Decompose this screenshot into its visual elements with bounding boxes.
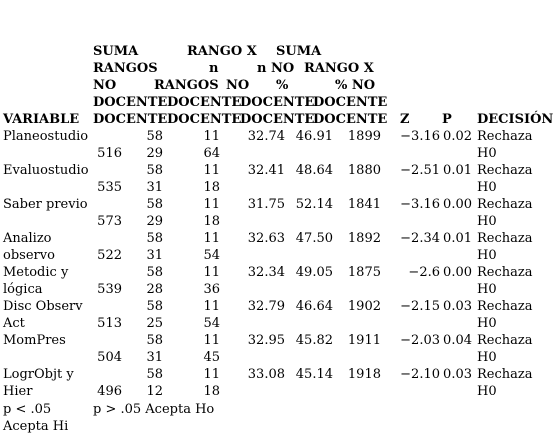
cell-z: −2.34	[400, 231, 440, 246]
cell-e: 1875	[347, 265, 381, 280]
header-variable: VARIABLE	[3, 112, 80, 127]
cell-b: 11	[203, 129, 220, 144]
header-docente: DOCENTE	[167, 112, 242, 127]
cell-e: 1841	[347, 197, 381, 212]
header-n: n	[209, 61, 219, 76]
cell-d: 49.05	[295, 265, 333, 280]
cell-d: 46.91	[295, 129, 333, 144]
header-decision: DECISIÓN	[477, 112, 554, 127]
header-rangos: RANGOS	[93, 61, 158, 76]
cell-s: 504	[97, 350, 122, 365]
cell-dec2: H0	[477, 214, 497, 229]
cell-c: 31.75	[247, 197, 285, 212]
cell-t: 31	[146, 180, 163, 195]
cell-dec1: Rechaza	[477, 163, 533, 178]
cell-t: 31	[146, 350, 163, 365]
cell-dec1: Rechaza	[477, 333, 533, 348]
cell-dec2: H0	[477, 316, 497, 331]
cell-b: 11	[203, 299, 220, 314]
cell-dec1: Rechaza	[477, 129, 533, 144]
cell-var1: Planeostudio	[3, 129, 89, 144]
cell-e: 1880	[347, 163, 381, 178]
cell-d: 48.64	[295, 163, 333, 178]
header-suma: SUMA	[93, 44, 139, 59]
cell-d: 46.64	[295, 299, 333, 314]
cell-c: 33.08	[247, 367, 285, 382]
cell-u: 18	[203, 180, 220, 195]
cell-z: −2.10	[400, 367, 440, 382]
cell-e: 1902	[347, 299, 381, 314]
cell-a: 58	[146, 265, 163, 280]
cell-dec1: Rechaza	[477, 197, 533, 212]
cell-p: 0.01	[443, 231, 472, 246]
cell-u: 54	[203, 248, 220, 263]
cell-dec1: Rechaza	[477, 299, 533, 314]
cell-dec2: H0	[477, 384, 497, 399]
cell-var2: Hier	[3, 384, 33, 399]
header-docente: DOCENTE	[240, 112, 315, 127]
cell-var1: MomPres	[3, 333, 66, 348]
cell-p: 0.03	[443, 367, 472, 382]
cell-a: 58	[146, 333, 163, 348]
cell-d: 45.14	[295, 367, 333, 382]
cell-c: 32.74	[247, 129, 285, 144]
header-no-2: NO	[226, 78, 250, 93]
cell-a: 58	[146, 163, 163, 178]
cell-var2: Act	[3, 316, 25, 331]
cell-u: 36	[203, 282, 220, 297]
cell-dec2: H0	[477, 282, 497, 297]
footer-p-greater: p > .05 Acepta Ho	[93, 402, 215, 417]
footer-acepta-hi: Acepta Hi	[3, 419, 69, 434]
cell-t: 29	[146, 214, 163, 229]
cell-dec2: H0	[477, 350, 497, 365]
cell-d: 47.50	[295, 231, 333, 246]
cell-var1: Analizo	[3, 231, 52, 246]
cell-dec2: H0	[477, 180, 497, 195]
cell-s: 522	[97, 248, 122, 263]
cell-s: 535	[97, 180, 122, 195]
cell-p: 0.03	[443, 299, 472, 314]
cell-u: 45	[203, 350, 220, 365]
cell-t: 29	[146, 146, 163, 161]
cell-d: 52.14	[295, 197, 333, 212]
header-docente: DOCENTE	[313, 112, 388, 127]
cell-a: 58	[146, 367, 163, 382]
header-rango-x-2: RANGO X	[304, 61, 374, 76]
cell-u: 18	[203, 384, 220, 399]
cell-t: 28	[146, 282, 163, 297]
cell-u: 18	[203, 214, 220, 229]
cell-b: 11	[203, 163, 220, 178]
cell-var2: lógica	[3, 282, 43, 297]
header-rango-x: RANGO X	[187, 44, 257, 59]
cell-s: 513	[97, 316, 122, 331]
header-percent-no: % NO	[335, 78, 376, 93]
cell-b: 11	[203, 367, 220, 382]
cell-z: −2.03	[400, 333, 440, 348]
header-rangos-2: RANGOS	[154, 78, 219, 93]
cell-p: 0.01	[443, 163, 472, 178]
cell-c: 32.63	[247, 231, 285, 246]
header-suma-2: SUMA	[276, 44, 322, 59]
cell-u: 64	[203, 146, 220, 161]
cell-s: 539	[97, 282, 122, 297]
cell-dec2: H0	[477, 146, 497, 161]
cell-c: 32.41	[247, 163, 285, 178]
cell-c: 32.95	[247, 333, 285, 348]
cell-t: 12	[146, 384, 163, 399]
cell-a: 58	[146, 299, 163, 314]
cell-e: 1918	[347, 367, 381, 382]
cell-s: 516	[97, 146, 122, 161]
header-z: Z	[400, 112, 410, 127]
cell-b: 11	[203, 333, 220, 348]
cell-p: 0.02	[443, 129, 472, 144]
cell-t: 31	[146, 248, 163, 263]
cell-b: 11	[203, 231, 220, 246]
header-docente: DOCENTE	[93, 112, 168, 127]
cell-p: 0.00	[443, 265, 472, 280]
header-p: P	[442, 112, 452, 127]
cell-z: −3.16	[400, 129, 440, 144]
cell-var1: Metodic y	[3, 265, 69, 280]
header-docente: DOCENTE	[313, 95, 388, 110]
footer-p-less: p < .05	[3, 402, 52, 417]
cell-t: 25	[146, 316, 163, 331]
cell-dec1: Rechaza	[477, 265, 533, 280]
cell-z: −3.16	[400, 197, 440, 212]
cell-a: 58	[146, 197, 163, 212]
cell-s: 573	[97, 214, 122, 229]
cell-var2: observo	[3, 248, 55, 263]
cell-b: 11	[203, 197, 220, 212]
cell-d: 45.82	[295, 333, 333, 348]
cell-b: 11	[203, 265, 220, 280]
cell-dec1: Rechaza	[477, 367, 533, 382]
cell-dec1: Rechaza	[477, 231, 533, 246]
cell-c: 32.79	[247, 299, 285, 314]
cell-e: 1911	[347, 333, 381, 348]
cell-u: 54	[203, 316, 220, 331]
header-no: NO	[93, 78, 117, 93]
cell-p: 0.04	[443, 333, 472, 348]
cell-c: 32.34	[247, 265, 285, 280]
header-n-no: n NO	[257, 61, 295, 76]
cell-z: −2.15	[400, 299, 440, 314]
cell-e: 1899	[347, 129, 381, 144]
header-percent: %	[276, 78, 289, 93]
cell-dec2: H0	[477, 248, 497, 263]
header-docente: DOCENTE	[240, 95, 315, 110]
cell-s: 496	[97, 384, 122, 399]
cell-a: 58	[146, 231, 163, 246]
cell-var1: Saber previo	[3, 197, 88, 212]
cell-z: −2.6	[408, 265, 440, 280]
header-docente: DOCENTE	[93, 95, 168, 110]
cell-var1: Evaluostudio	[3, 163, 89, 178]
cell-z: −2.51	[400, 163, 440, 178]
cell-p: 0.00	[443, 197, 472, 212]
cell-e: 1892	[347, 231, 381, 246]
cell-var1: LogrObjt y	[3, 367, 74, 382]
cell-var1: Disc Observ	[3, 299, 83, 314]
header-docente: DOCENTE	[167, 95, 242, 110]
cell-a: 58	[146, 129, 163, 144]
